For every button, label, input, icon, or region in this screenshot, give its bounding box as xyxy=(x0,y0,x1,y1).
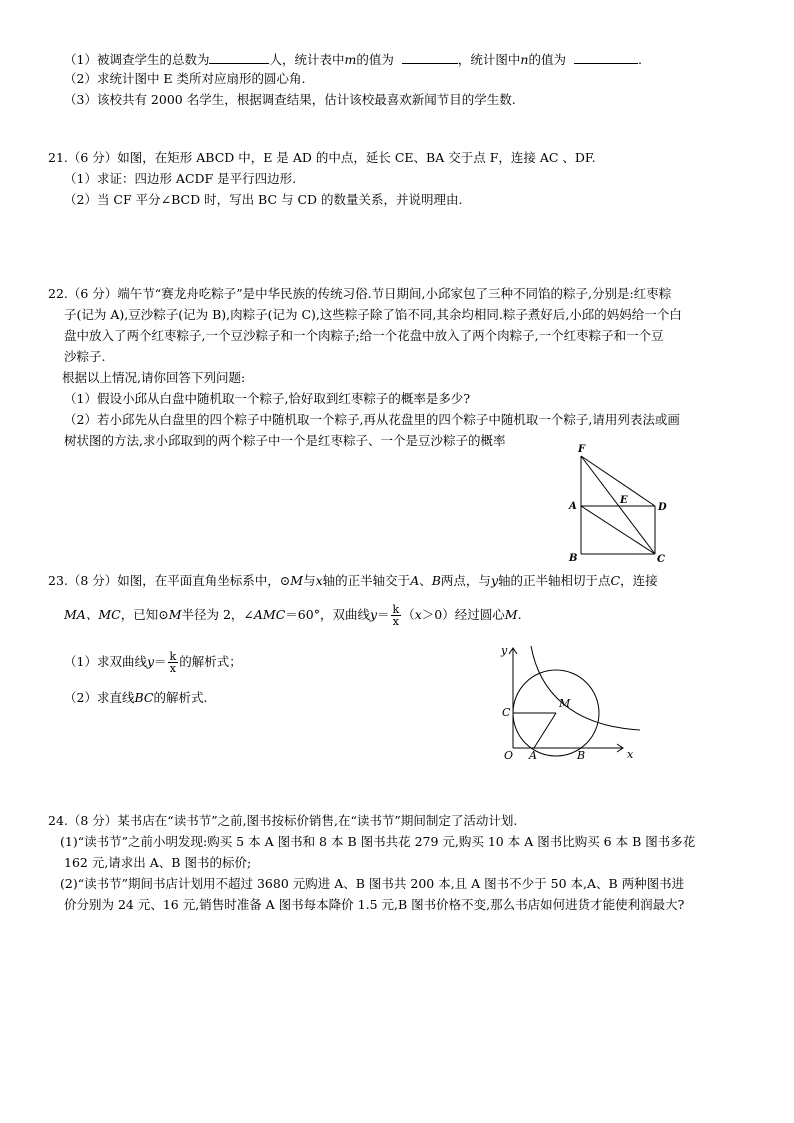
label-o: O xyxy=(504,749,514,762)
segment-ma xyxy=(534,713,556,748)
label-c: C xyxy=(502,706,511,719)
q24-stem: 24.（8 分）某书店在“读书节”之前,图书按标价销售,在“读书节”期间制定了活动计划. xyxy=(48,813,518,828)
q23-stem-line1: 23.（8 分）如图，在平面直角坐标系中，⊙M与x轴的正半轴交于A、B两点，与y轴的正半轴相切于点C，连接 xyxy=(48,573,658,588)
label-b: B xyxy=(569,553,578,564)
q20-part1: （1）被调查学生的总数为 人，统计表中m的值为 ，统计图中n的值为 . xyxy=(64,52,642,67)
label-y: y xyxy=(501,644,508,657)
q24-part2-line2: 价分别为 24 元、16 元,销售时准备 A 图书每本降价 1.5 元,B 图书价格不变,那么书店如何进货才能使利润最大? xyxy=(64,897,685,912)
segment-fd xyxy=(581,456,655,506)
label-a: A xyxy=(529,749,537,762)
q22-stem-line4: 沙粽子. xyxy=(64,349,106,364)
label-a: A xyxy=(569,501,577,512)
fraction-k-over-x: $\frac{k}{x}$ xyxy=(392,603,400,628)
q23-part1: （1）求双曲线y＝ $\frac{k}{x}$ 的解析式； xyxy=(64,650,242,675)
q21-part2: （2）当 CF 平分∠BCD 时，写出 BC 与 CD 的数量关系，并说明理由. xyxy=(64,192,463,207)
q22-part1: （1）假设小邱从白盘中随机取一个粽子,恰好取到红枣粽子的概率是多少? xyxy=(64,391,471,406)
rectangle-figure xyxy=(560,440,680,570)
q20-part3: （3）该校共有 2000 名学生，根据调查结果，估计该校最喜欢新闻节目的学生数. xyxy=(64,92,516,107)
hyperbola-curve xyxy=(531,646,640,730)
label-b: B xyxy=(577,749,586,762)
segment-ac xyxy=(581,506,655,554)
q22-part2-line2: 树状图的方法,求小邱取到的两个粽子中一个是红枣粽子、一个是豆沙粽子的概率 xyxy=(64,433,506,448)
q22-prompt: 根据以上情况,请你回答下列问题: xyxy=(62,370,246,385)
fraction-k-over-x: $\frac{k}{x}$ xyxy=(169,650,177,675)
q24-part1-line1: (1)“读书节”之前小明发现:购买 5 本 A 图书和 8 本 B 图书共花 279 元,购买 10 本 A 图书比购买 6 本 B 图书多花 xyxy=(60,834,696,849)
label-d: D xyxy=(658,502,667,513)
q22-stem-line3: 盘中放入了两个红枣粽子,一个豆沙粽子和一个肉粽子;给一个花盘中放入了两个肉粽子,一个红枣粽子和一个豆 xyxy=(64,328,664,343)
label-x: x xyxy=(627,748,634,761)
q22-stem-line1: 22.（6 分）端午节“赛龙舟吃粽子”是中华民族的传统习俗.节日期间,小邱家包了三种不同馅的粽子,分别是:红枣粽 xyxy=(48,286,672,301)
label-e: E xyxy=(620,495,628,506)
label-f: F xyxy=(578,444,586,455)
label-c: C xyxy=(657,554,665,565)
q21-part1: （1）求证：四边形 ACDF 是平行四边形. xyxy=(64,171,297,186)
q24-part1-line2: 162 元,请求出 A、B 图书的标价; xyxy=(64,855,252,870)
answer-blank xyxy=(402,50,458,64)
q20-part2: （2）求统计图中 E 类所对应扇形的圆心角. xyxy=(64,71,306,86)
q24-part2-line1: (2)“读书节”期间书店计划用不超过 3680 元购进 A、B 图书共 200 本,且 A 图书不少于 50 本,A、B 两种图书进 xyxy=(60,876,685,891)
coordinate-figure xyxy=(495,640,645,770)
q22-stem-line2: 子(记为 A),豆沙粽子(记为 B),肉粽子(记为 C),这些粽子除了馅不同,其余均相同.粽子煮好后,小邱的妈妈给一个白 xyxy=(64,307,682,322)
q23-stem-line2: MA、MC，已知⊙M半径为 2，∠AMC＝60°，双曲线y＝ $\frac{k}{x}$ （x＞0）经过圆心M. xyxy=(64,603,522,628)
q21-stem: 21.（6 分）如图，在矩形 ABCD 中，E 是 AD 的中点，延长 CE、BA 交于点 F，连接 AC 、DF. xyxy=(48,150,596,165)
segment-fc xyxy=(581,456,655,554)
q22-part2-line1: （2）若小邱先从白盘里的四个粽子中随机取一个粽子,再从花盘里的四个粽子中随机取一个粽子,请用列表法或画 xyxy=(64,412,680,427)
answer-blank xyxy=(574,50,638,64)
label-m: M xyxy=(559,697,571,710)
answer-blank xyxy=(209,50,269,64)
q23-part2: （2）求直线BC的解析式. xyxy=(64,690,208,705)
